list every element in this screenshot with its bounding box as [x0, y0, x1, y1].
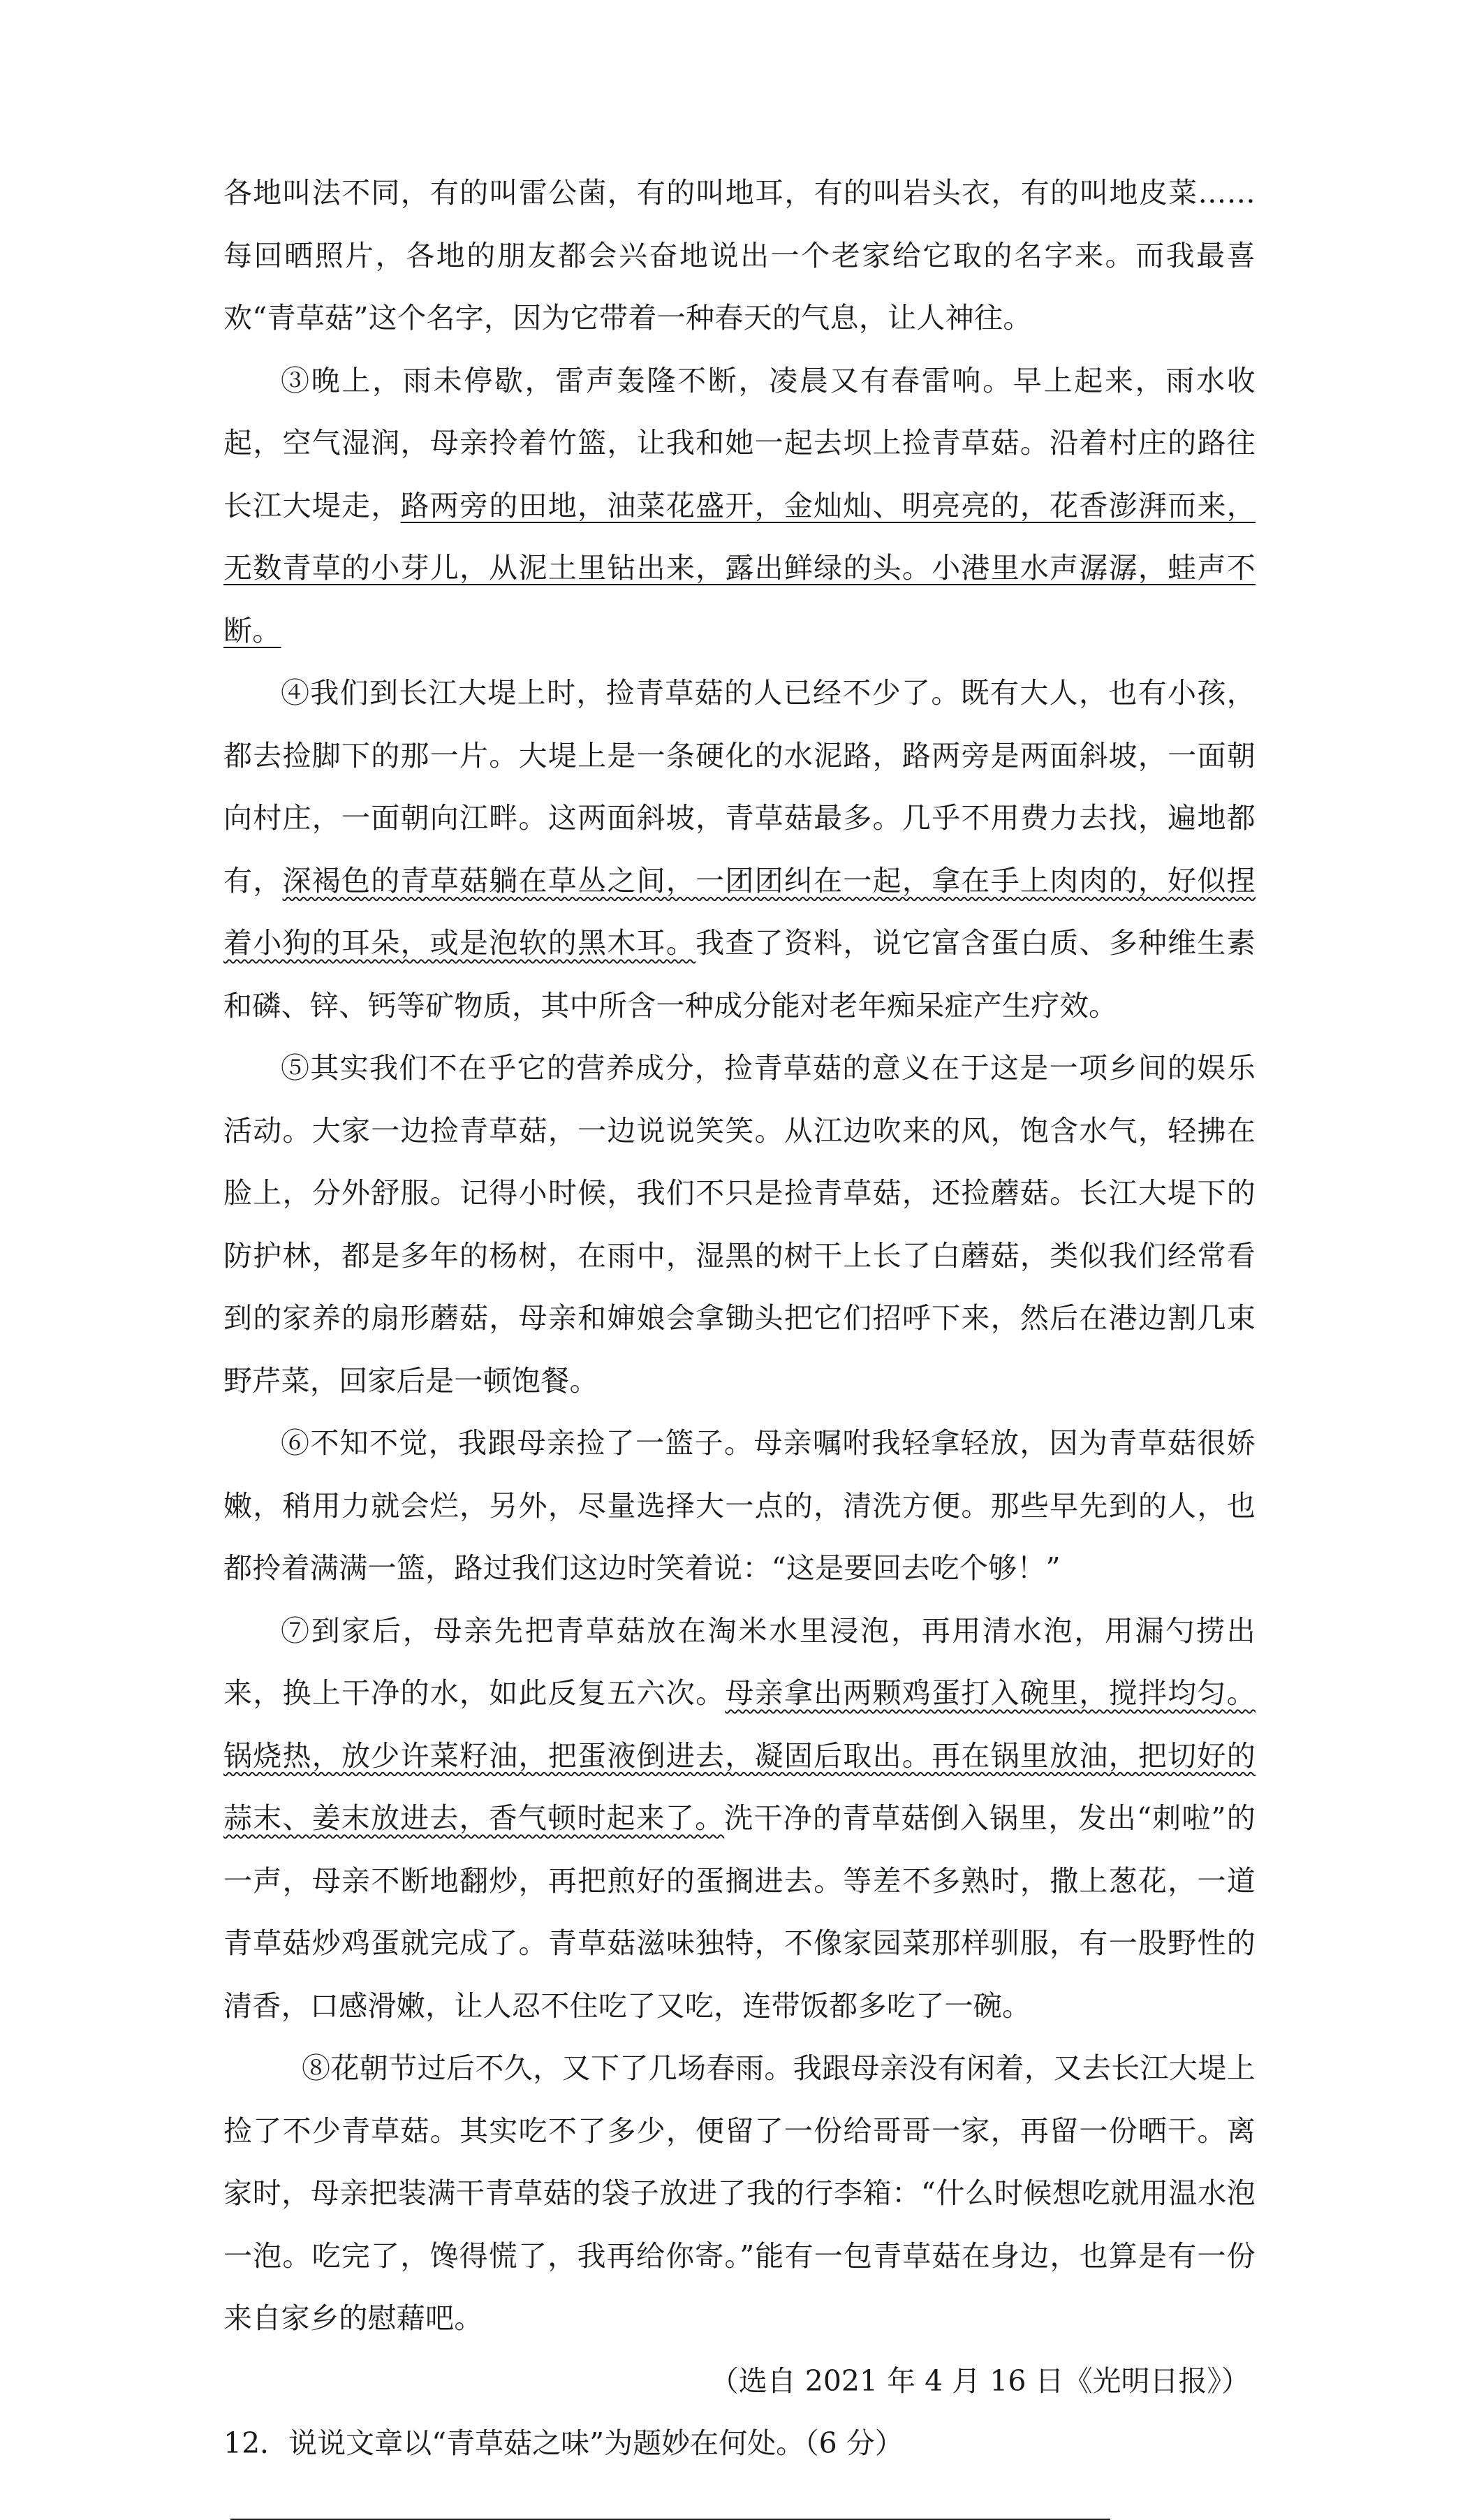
paragraph-4	[223, 662, 1256, 1037]
answer-line[interactable]	[230, 2519, 1110, 2520]
paragraph-6	[223, 1412, 1256, 1600]
source-citation	[223, 2350, 1256, 2413]
paragraph-2-continued	[223, 162, 1256, 350]
paragraph-7	[223, 1600, 1256, 2038]
article	[223, 162, 1256, 2520]
wavy-underlined-sentence: 母亲拿出两颗鸡蛋打入碗里，搅拌均匀。锅烧热，放少许菜籽油，把蛋液倒进去，凝固后取出。再在锅里放油，把切好的蒜末、姜末放进去，香气顿时起来了。	[223, 1676, 1256, 1835]
paragraph-8	[223, 2037, 1256, 2350]
paragraph-text: ⑦到家后，母亲先把青草菇放在淘米水里浸泡，再用清水泡，用漏勺捞出来，换上干净的水，如此反复五六次。	[223, 1613, 1256, 1710]
question-text: 12．说说文章以“青草菇之味”为题妙在何处。（6 分）	[223, 2426, 904, 2460]
wavy-underlined-sentence: 深褐色的青草菇躺在草丛之间，一团团纠在一起，拿在手上肉肉的，好似捏着小狗的耳朵，或是泡软的黑木耳。	[223, 863, 1256, 960]
paragraph-text: 各地叫法不同，有的叫雷公菌，有的叫地耳，有的叫岩头衣，有的叫地皮菜……每回晒照片，各地的朋友都会兴奋地说出一个老家给它取的名字来。而我最喜欢“青草菇”这个名字，因为它带着一种春天的气息，让人神往。	[223, 176, 1256, 335]
paragraph-text: ③晚上，雨未停歇，雷声轰隆不断，凌晨又有春雷响。早上起来，雨水收起，空气湿润，母亲拎着竹篮，让我和她一起去坝上捡青草菇。沿着村庄的路往长江大堤走，	[223, 363, 1256, 522]
paragraph-5	[223, 1037, 1256, 1412]
question-12	[223, 2412, 1256, 2475]
paragraph-text-after: 我查了资料，说它富含蛋白质、多种维生素和磷、锌、钙等矿物质，其中所含一种成分能对老年痴呆症产生疗效。	[223, 926, 1256, 1023]
underlined-sentence: 路两旁的田地，油菜花盛开，金灿灿、明亮亮的，花香澎湃而来，无数青草的小芽儿，从泥土里钻出来，露出鲜绿的头。小港里水声潺潺，蛙声不断。	[223, 488, 1256, 647]
paragraph-text-after: 洗干净的青草菇倒入锅里，发出“刺啦”的一声，母亲不断地翻炒，再把煎好的蛋搁进去。等差不多熟时，撒上葱花，一道青草菇炒鸡蛋就完成了。青草菇滋味独特，不像家园菜那样驯服，有一股野性的清香，口感滑嫩，让人忍不住吃了又吃，连带饭都多吃了一碗。	[223, 1801, 1256, 2023]
paragraph-text: ④我们到长江大堤上时，捡青草菇的人已经不少了。既有大人，也有小孩，都去捡脚下的那一片。大堤上是一条硬化的水泥路，路两旁是两面斜坡，一面朝向村庄，一面朝向江畔。这两面斜坡，青草菇最多。几乎不用费力去找，遍地都有，	[223, 676, 1256, 898]
paragraph-text: ⑤其实我们不在乎它的营养成分，捡青草菇的意义在于这是一项乡间的娱乐活动。大家一边捡青草菇，一边说说笑笑。从江边吹来的风，饱含水气，轻拂在脸上，分外舒服。记得小时候，我们不只是捡青草菇，还捡蘑菇。长江大堤下的防护林，都是多年的杨树，在雨中，湿黑的树干上长了白蘑菇，类似我们经常看到的家养的扇形蘑菇，母亲和婶娘会拿锄头把它们招呼下来，然后在港边割几束野芹菜，回家后是一顿饱餐。	[223, 1051, 1256, 1398]
source-text: （选自 2021 年 4 月 16 日《光明日报》）	[709, 2364, 1250, 2398]
paragraph-3	[223, 350, 1256, 663]
paragraph-text: ⑧花朝节过后不久，又下了几场春雨。我跟母亲没有闲着，又去长江大堤上捡了不少青草菇。其实吃不了多少，便留了一份给哥哥一家，再留一份晒干。离家时，母亲把装满干青草菇的袋子放进了我的行李箱：“什么时候想吃就用温水泡一泡。吃完了，馋得慌了，我再给你寄。”能有一包青草菇在身边，也算是有一份来自家乡的慰藉吧。	[223, 2051, 1256, 2335]
paragraph-text: ⑥不知不觉，我跟母亲捡了一篮子。母亲嘱咐我轻拿轻放，因为青草菇很娇嫩，稍用力就会烂，另外，尽量选择大一点的，清洗方便。那些早先到的人，也都拎着满满一篮，路过我们这边时笑着说：“这是要回去吃个够！”	[223, 1426, 1256, 1585]
